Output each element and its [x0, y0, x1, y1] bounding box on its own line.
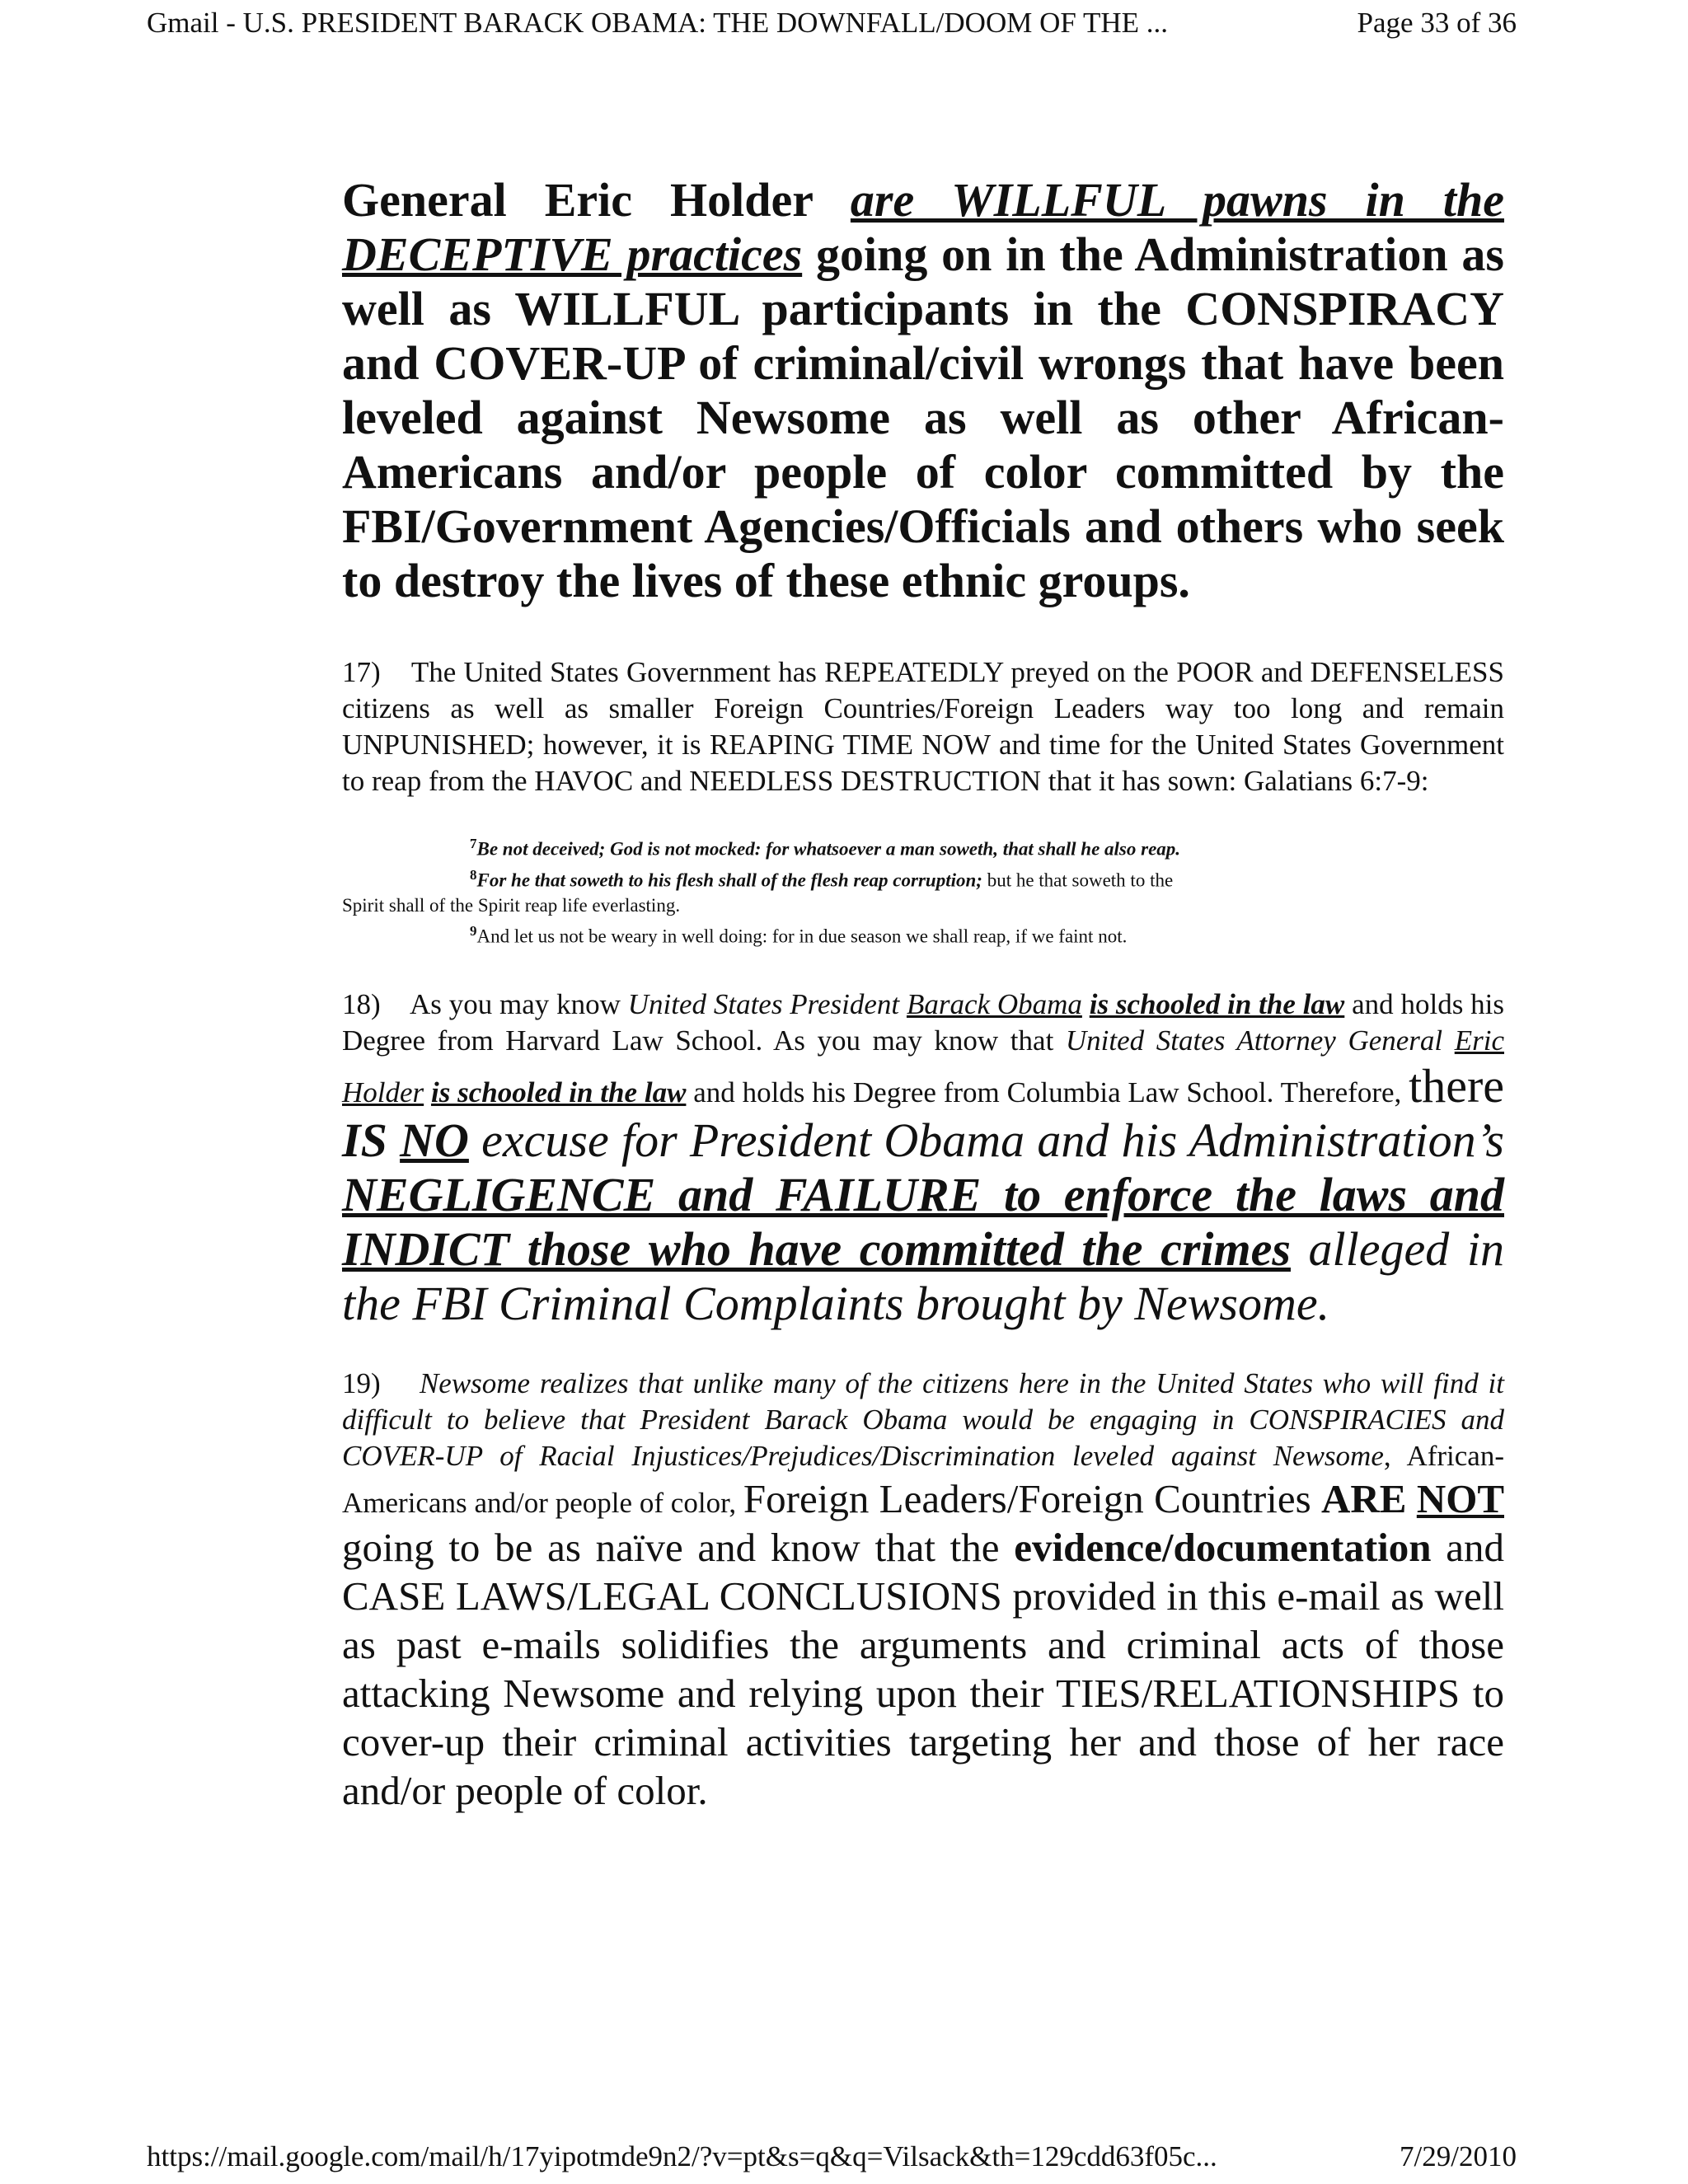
verse-8: $^8$For he that soweth to his flesh shall of the flesh reap corruption; but he that soweth to the [470, 866, 1174, 891]
print-header [147, 3, 1517, 43]
scripture-quote [342, 831, 1504, 949]
document-body [342, 173, 1504, 1815]
document-title: Gmail - U.S. PRESIDENT BARACK OBAMA: THE DOWNFALL/DOOM OF THE ... [147, 7, 1168, 39]
page-number: Page 33 of 36 [1357, 7, 1517, 39]
print-date: 7/29/2010 [1400, 2140, 1517, 2172]
paragraph-19: 19) Newsome realizes that unlike many of the citizens here in the United States who will find it difficult to believe that President Barack Obama would be engaging in CONSPIRACIES and COVER-UP of Racial Injustices/Prejudices/Discrimination leveled against Newsome, African-Americans and/or people of color, Foreign Leaders/Foreign Countries ARE NOT going to be as naïve and know that the evidence/documentation and CASE LAWS/LEGAL CONCLUSIONS provided in this e-mail as well as past e-mails solidifies the arguments and criminal acts of those attacking Newsome and relying upon their TIES/RELATIONSHIPS to cover-up their criminal activities targeting her and those of her race and/or people of color. [342, 1366, 1504, 1813]
source-url: https://mail.google.com/mail/h/17yipotmde9n2/?v=pt&s=q&q=Vilsack&th=129cdd63f05c... [147, 2140, 1217, 2172]
paragraph-16-continuation: General Eric Holder are WILLFUL pawns in the DECEPTIVE practices going on in the Administration as well as WILLFUL participants in the CONSPIRACY and COVER-UP of criminal/civil wrongs that have been leveled against Newsome as well as other African-Americans and/or people of color committed by the FBI/Government Agencies/Officials and others who seek to destroy the lives of these ethnic groups. [342, 173, 1505, 607]
verse-7: $^7$Be not deceived; God is not mocked: for whatsoever a man soweth, that shall he also reap. [470, 836, 1181, 860]
print-footer [147, 2137, 1517, 2177]
paragraph-18: 18) As you may know United States President Barack Obama is schooled in the law and holds his Degree from Harvard Law School. As you may know that United States Attorney General Eric Holder is schooled in the law and holds his Degree from Columbia Law School. Therefore, there IS NO excuse for President Obama and his Administration’s NEGLIGENCE and FAILURE to enforce the laws and INDICT those who have committed the crimes alleged in the FBI Criminal Complaints brought by Newsome. [342, 987, 1505, 1330]
verse-9: $^9$And let us not be weary in well doing: for in due season we shall reap, if we faint not. [470, 923, 1128, 947]
verse-8-continuation: Spirit shall of the Spirit reap life everlasting. [342, 895, 681, 916]
paragraph-17: 17) The United States Government has REPEATEDLY preyed on the POOR and DEFENSELESS citizens as well as smaller Foreign Countries/Foreign Leaders way too long and remain UNPUNISHED; however, it is REAPING TIME NOW and time for the United States Government to reap from the HAVOC and NEEDLESS DESTRUCTION that it has sown: Galatians 6:7-9: [342, 656, 1504, 797]
